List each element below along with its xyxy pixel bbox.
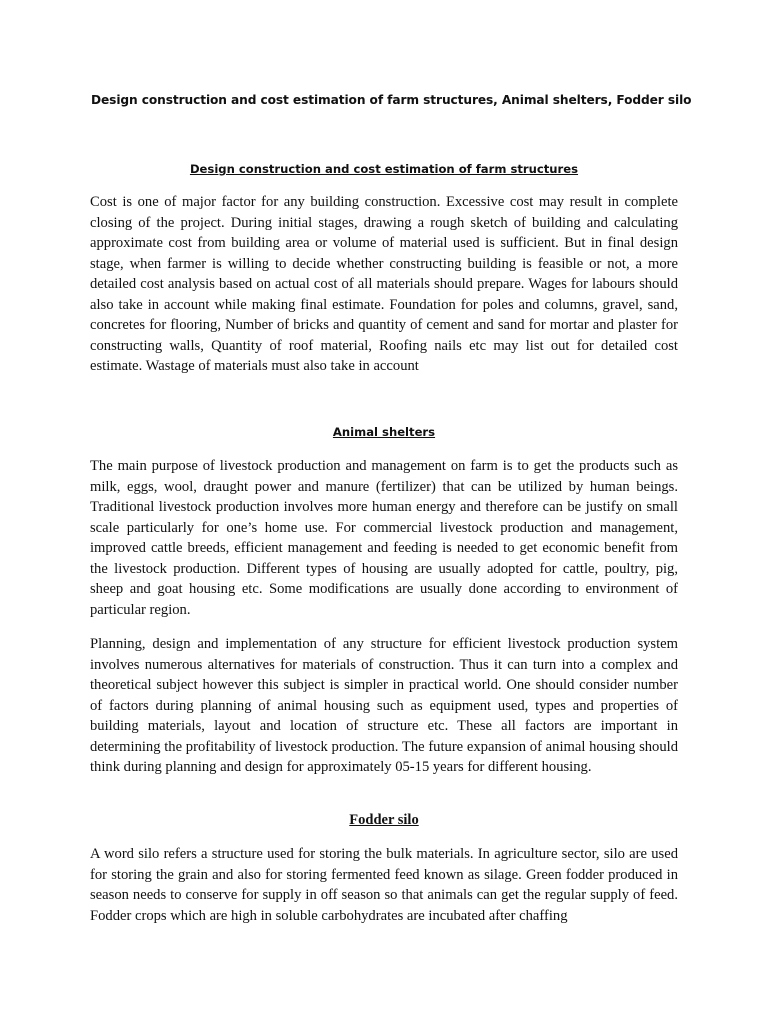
section-heading-fodder-silo: Fodder silo bbox=[349, 812, 419, 828]
paragraph-fodder-silo: A word silo refers a structure used for storing the bulk materials. In agriculture sector, silo are used for storing the grain and also for storing fermented feed known as silage. Green fodder produced in season needs to conserve for supply in off season so that animals can get the regular supply of feed. Fodder crops which are high in soluble carbohydrates are incubated after chaffing bbox=[90, 846, 678, 924]
paragraph-livestock-planning: Planning, design and implementation of any structure for efficient livestock production system involves numerous alternatives for materials of construction. Thus it can turn into a complex and theoretical subject however this subject is simpler in practical world. One should consider number of factors during planning of animal housing such as equipment used, types and properties of building materials, layout and location of structure etc. These all factors are important in determining the profitability of livestock production. The future expansion of animal housing should think during planning and design for approximately 05-15 years for different housing. bbox=[90, 636, 678, 775]
document-title: Design construction and cost estimation of farm structures, Animal shelters, Fodder silo bbox=[91, 93, 692, 107]
section-heading-animal-shelters: Animal shelters bbox=[332, 425, 436, 439]
paragraph-livestock-purpose: The main purpose of livestock production and management on farm is to get the products such as milk, eggs, wool, draught power and manure (fertilizer) that can be utilized by human beings. Traditional livestock production involves more human energy and therefore can be justify on small scale particularly for one’s home use. For commercial livestock production and management, improved cattle breeds, efficient management and feeding is needed to get economic benefit from the livestock production. Different types of housing are usually adopted for cattle, poultry, pig, sheep and goat housing etc. Some modifications are usually done according to environment of particular region. bbox=[90, 458, 678, 618]
paragraph-cost-estimation: Cost is one of major factor for any building construction. Excessive cost may result in complete closing of the project. During initial stages, drawing a rough sketch of building and calculating approximate cost from building area or volume of material used is sufficient. But in final design stage, when farmer is willing to decide whether constructing building is feasible or not, a more detailed cost analysis based on actual cost of all materials should prepare. Wages for labours should also take in account while making final estimate. Foundation for poles and columns, gravel, sand, concretes for flooring, Number of bricks and quantity of cement and sand for mortar and plaster for constructing walls, Quantity of roof material, Roofing nails etc may list out for detailed cost estimate. Wastage of materials must also take in account bbox=[90, 194, 678, 374]
section-heading-farm-structures: Design construction and cost estimation of farm structures bbox=[189, 162, 579, 176]
